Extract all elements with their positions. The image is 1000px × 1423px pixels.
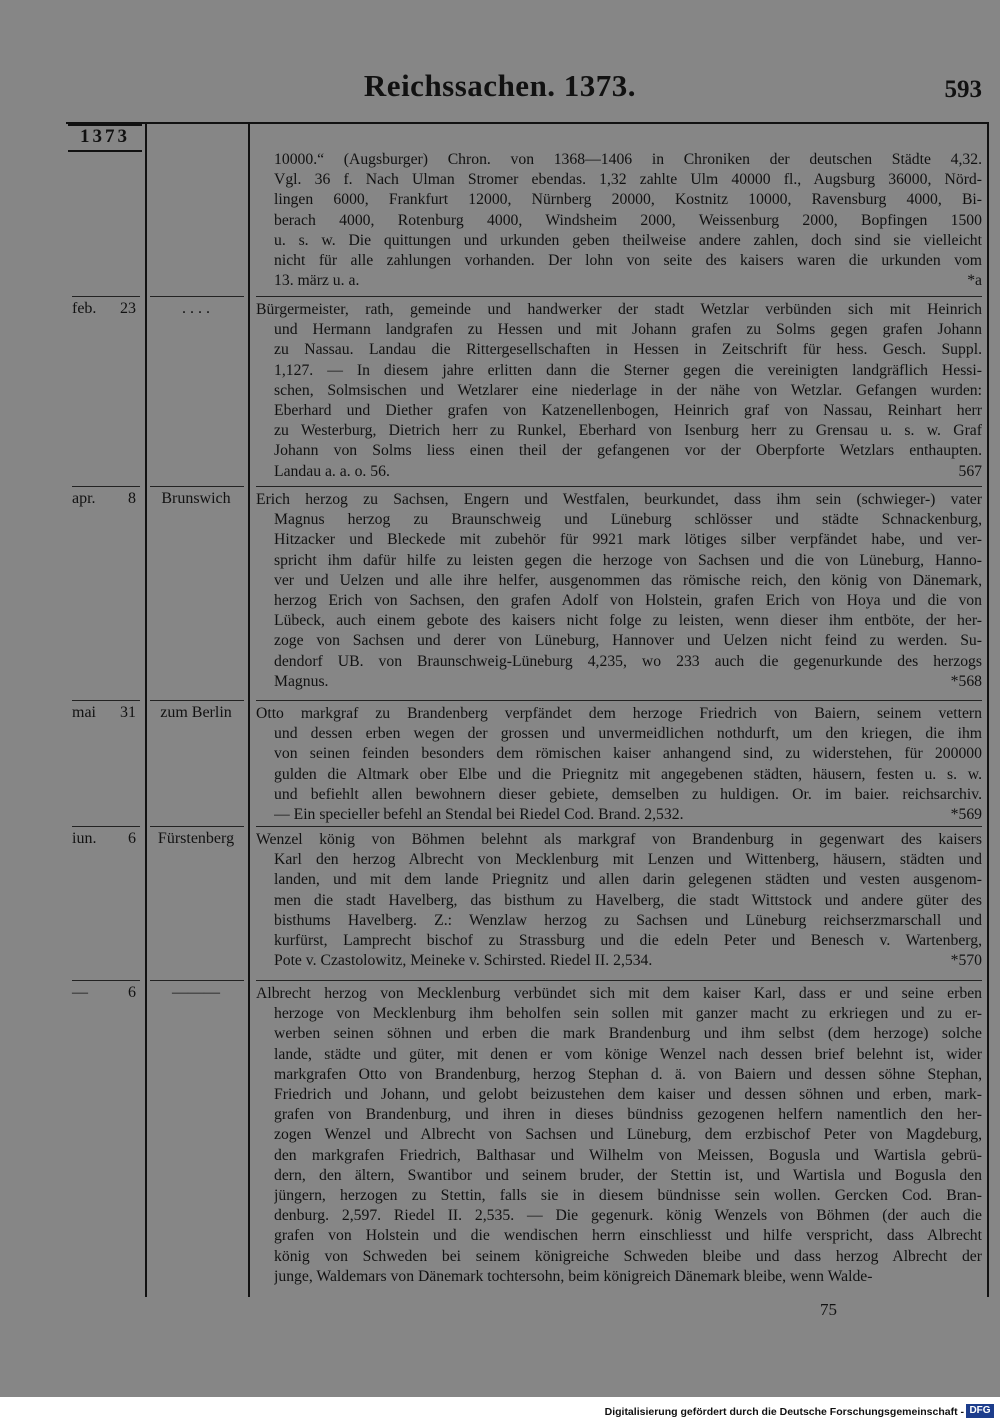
entry-text-line: Wenzel könig von Böhmen belehnt als markgraf von Brandenburg in gegenwart des kaisers: [256, 831, 982, 848]
entry-separator: [150, 700, 244, 701]
entry-text-line: nicht für alle zahlungen vorhanden. Der lohn von seite des kaisers waren die urkunden vom: [274, 252, 982, 270]
entry-text-line: Hitzacker und Bleckede mit zubehör für 9921 mark lötiges silber verpfändet habe, und ver-: [274, 531, 982, 549]
entry-text-line: Friedrich und Johann, und gelobt beizustehen dem kaiser und dessen söhnen und erben, mark-: [274, 1086, 982, 1104]
entry-text-line: landen, und mit dem lande Priegnitz und allen darin gelegenen städten und vesten ausgenom-: [274, 871, 982, 889]
entry-separator: [150, 980, 244, 981]
entry-text-line: zogen Wenzel und Albrecht von Sachsen und Lüneburg, dem erzbischof Peter von Magdeburg,: [274, 1126, 982, 1144]
entry-text-line: — Ein specieller befehl an Stendal bei Riedel Cod. Brand. 2,532. *569: [274, 805, 982, 825]
entry-text: [274, 150, 982, 291]
entry-date-month: mai: [72, 704, 96, 721]
entry-date-day: 23: [120, 300, 136, 317]
entry-separator: [256, 486, 982, 487]
entry-text-line: lingen 6000, Frankfurt 12000, Nürnberg 20000, Kostnitz 10000, Ravensburg 4000, Bi-: [274, 191, 982, 209]
entry-text-line: markgrafen Otto von Brandenburg, herzog Stephan d. ä. von Baiern und dessen söhne Stephan,: [274, 1065, 982, 1083]
entry-text-line: grafen von Holstein und die wendischen herrn einschliesst und hilfe verspricht, dass Albrecht: [274, 1227, 982, 1245]
entry-text-line: u. s. w. Die quittungen und urkunden geben theilweise andere zahlen, doch sind sie vielleicht: [274, 231, 982, 249]
entry-separator: [72, 826, 140, 827]
entry-text-line: Eberhard und Diether grafen von Katzenellenbogen, Heinrich graf von Nassau, Reinhart herr: [274, 402, 982, 420]
entry-place: . . . .: [182, 300, 210, 317]
running-head: [0, 68, 1000, 112]
entry-text: [256, 704, 982, 825]
entry-text-line: gulden die Altmark ober Elbe und die Priegnitz mit angegebenen städten, häusern, festen u. s. w.: [274, 765, 982, 783]
column-rule-date: [145, 122, 147, 1297]
entry-text: [256, 830, 982, 971]
entry-text-line: junge, Waldemars von Dänemark tochtersohn, beim königreich Dänemark bleibe, wenn Walde-: [274, 1267, 873, 1285]
entry-text-line: ver und Uelzen und alle ihre helfer, ausgenommen das römische reich, den könig von Dänemark,: [274, 571, 982, 589]
entry-text-line: lande, städte und güter, mit denen er vom könige Wenzel nach dessen brief belehnt ist, wider: [274, 1045, 982, 1063]
footer-credit: Digitalisierung gefördert durch die Deutsche Forschungsgemeinschaft -: [604, 1406, 964, 1418]
entry-date-month: —: [72, 984, 88, 1001]
entry-text-line: grafen von Brandenburg, und ihren in dieses bündniss gezogenen helfern namentlich den her-: [274, 1106, 982, 1124]
entry-text-line: und Hermann landgrafen zu Hessen und mit Johann grafen zu Solms gegen grafen Johann: [274, 321, 982, 339]
entry-separator: [72, 700, 140, 701]
entry-separator: [256, 296, 982, 297]
entry-text-line: 13. märz u. a. *a: [274, 271, 982, 291]
entry-place: zum Berlin: [160, 704, 232, 721]
entry-text-line: Magnus. *568: [274, 672, 982, 692]
entry-text-line: Otto markgraf zu Brandenberg verpfändet dem herzoge Friedrich von Baiern, seinem vettern: [256, 705, 982, 722]
regest-number: *568: [950, 672, 982, 690]
entry-text: [256, 984, 982, 1287]
regest-number: 567: [958, 462, 982, 480]
column-rule-right: [987, 122, 989, 1297]
entry-text-line: Erich herzog zu Sachsen, Engern und Westfalen, beurkundet, dass ihm sein (schwieger-) vater: [256, 491, 982, 508]
entry-text-line: Landau a. a. o. 56. 567: [274, 462, 982, 482]
page-number: 593: [944, 76, 982, 103]
regest-number: *569: [950, 806, 982, 824]
entry-separator: [150, 486, 244, 487]
page-title: Reichssachen. 1373.: [363, 68, 637, 103]
entry-place: Brunswich: [161, 490, 231, 507]
entry-date-month: apr.: [72, 490, 96, 507]
entry-separator: [150, 826, 244, 827]
entry-text-line: Bürgermeister, rath, gemeinde und handwerker der stadt Wetzlar verbünden sich mit Heinrich: [256, 301, 982, 318]
entry-text-line: 1,127. — In diesem jahre erlitten dann die Sterner gegen die vereinigten landgräflich Hessi-: [274, 361, 982, 379]
year-label: 1373: [68, 124, 142, 152]
entry-text-line: 10000.“ (Augsburger) Chron. von 1368—1406 in Chroniken der deutschen Städte 4,32.: [274, 151, 982, 168]
entry-place: ———: [172, 984, 220, 1001]
entry-text-line: herzog Erich von Sachsen, den grafen Adolf von Holstein, grafen Erich von Hoya und die von: [274, 592, 982, 610]
entry-text-line: von seinen feinden besonders dem römischen kaiser anhangend sind, zu widerstehen, für 200000: [274, 745, 982, 763]
entry-text-line: dendorf UB. von Braunschweig-Lüneburg 4,235, wo 233 auch die gegenurkunde des herzogs: [274, 652, 982, 670]
entry-text-line: Magnus herzog zu Braunschweig und Lüneburg schlösser und städte Schnackenburg,: [274, 511, 982, 529]
entry-separator: [72, 486, 140, 487]
dfg-logo: DFG: [966, 1404, 994, 1418]
entry-text-line: könig von Schweden bei seinem königreiche Schweden bleibe und dass herzog Albrecht der: [274, 1247, 982, 1265]
table-top-rule: [66, 122, 987, 124]
entry-separator: [72, 980, 140, 981]
entry-text-line: denburg. 2,597. Riedel II. 2,535. — Die gegenurk. könig Wenzels von Böhmen (der auch die: [274, 1207, 982, 1225]
entry-text-line: und befiehlt allen bewohnern dieser gebiete, demselben zu huldigen. Or. im baier. reichsarchiv.: [274, 785, 982, 803]
entry-date-day: 8: [128, 490, 136, 507]
entry-text: [256, 300, 982, 482]
entry-text-line: herzoge von Mecklenburg ihm beholfen sein sollen mit ganzer macht zu erkriegen und zu er-: [274, 1005, 982, 1023]
entry-separator: [256, 826, 982, 827]
regest-number: *a: [967, 272, 982, 290]
entry-text-line: zu Westerburg, Dietrich herr zu Runkel, Eberhard von Isenburg herr zu Grensau u. s. w. Graf: [274, 422, 982, 440]
entry-separator: [150, 296, 244, 297]
entry-text-line: Pote v. Czastolowitz, Meineke v. Schirsted. Riedel II. 2,534. *570: [274, 951, 982, 971]
entry-text-line: men die stadt Havelberg, das bisthum zu Havelberg, die stadt Wittstock und andere güter des: [274, 891, 982, 909]
regest-number: *570: [950, 952, 982, 970]
entry-date-day: 31: [120, 704, 136, 721]
entry-text-line: kurfürst, Lamprecht bischof zu Strassburg und die edeln Peter und Benesch v. Wartenberg,: [274, 932, 982, 950]
entry-date-day: 6: [128, 830, 136, 847]
entry-text-line: den markgrafen Friedrich, Balthasar und Wilhelm von Meissen, Bogusla und Wartisla gebrü-: [274, 1146, 982, 1164]
entry-separator: [256, 700, 982, 701]
entry-text-line: bisthums Havelberg. Z.: Wenzlaw herzog zu Sachsen und Lüneburg reichserzmarschall und: [274, 911, 982, 929]
entry-text-line: und dessen erben wegen der grossen und unvermeidlichen nothdurft, um den kriegen, die ihm: [274, 725, 982, 743]
entry-text-line: spricht ihm dafür hilfe zu leisten gegen die herzoge von Sachsen und die von Lüneburg, Hanno-: [274, 551, 982, 569]
entry-separator: [72, 296, 140, 297]
entry-text-line: Lübeck, auch einem gebote des kaisers nicht folge zu leisten, wenn dieser ihm entböte, der her-: [274, 612, 982, 630]
entry-text-line: berach 4000, Rotenburg 4000, Windsheim 2000, Weissenburg 2000, Bopfingen 1500: [274, 211, 982, 229]
entry-date-month: iun.: [72, 830, 97, 847]
entry-text-line: dern, den ältern, Swantibor und seinem bruder, der Stettin ist, und Wartisla und Bogusla den: [274, 1166, 982, 1184]
column-rule-place: [248, 122, 250, 1297]
entry-text-line: schen, Solmsischen und Wetzlarer eine niederlage in der nähe von Wetzlar. Gefangen wurden:: [274, 381, 982, 399]
entry-text-line: zu Nassau. Landau die Rittergesellschaften in Hessen in Zeitschrift für hess. Gesch. Suppl.: [274, 341, 982, 359]
signature-mark: 75: [820, 1300, 837, 1319]
entry-place: Fürstenberg: [157, 830, 235, 847]
entry-text-line: zoge von Sachsen und derer von Lüneburg, Hannover und Uelzen nicht feind zu werden. Su-: [274, 632, 982, 650]
entry-text-line: Albrecht herzog von Mecklenburg verbündet sich mit dem kaiser Karl, dass er und seine erben: [256, 985, 982, 1002]
entry-date-day: 6: [128, 984, 136, 1001]
entry-text-line: werben seinen söhnen und erben die mark Brandenburg und ihm selbst (dem herzoge) solche: [274, 1025, 982, 1043]
entry-text-line: Karl den herzog Albrecht von Mecklenburg mit Lenzen und Wittenberg, häusern, städten und: [274, 851, 982, 869]
entry-text: [256, 490, 982, 692]
entry-text-line: Johann von Solms liess einen theil der gefangenen vor der Oberpforte Wetzlars enthaupten.: [274, 442, 982, 460]
entry-separator: [256, 980, 982, 981]
footer-bar: [0, 1397, 1000, 1423]
entry-date-month: feb.: [72, 300, 97, 317]
entry-text-line: Vgl. 36 f. Nach Ulman Stromer ebendas. 1,32 zahlte Ulm 40000 fl., Augsburg 36000, Nörd-: [274, 171, 982, 189]
entry-text-line: jüngern, herzogen zu Stettin, falls sie in diesem bündnisse sein wollen. Gercken Cod. Bran-: [274, 1187, 982, 1205]
